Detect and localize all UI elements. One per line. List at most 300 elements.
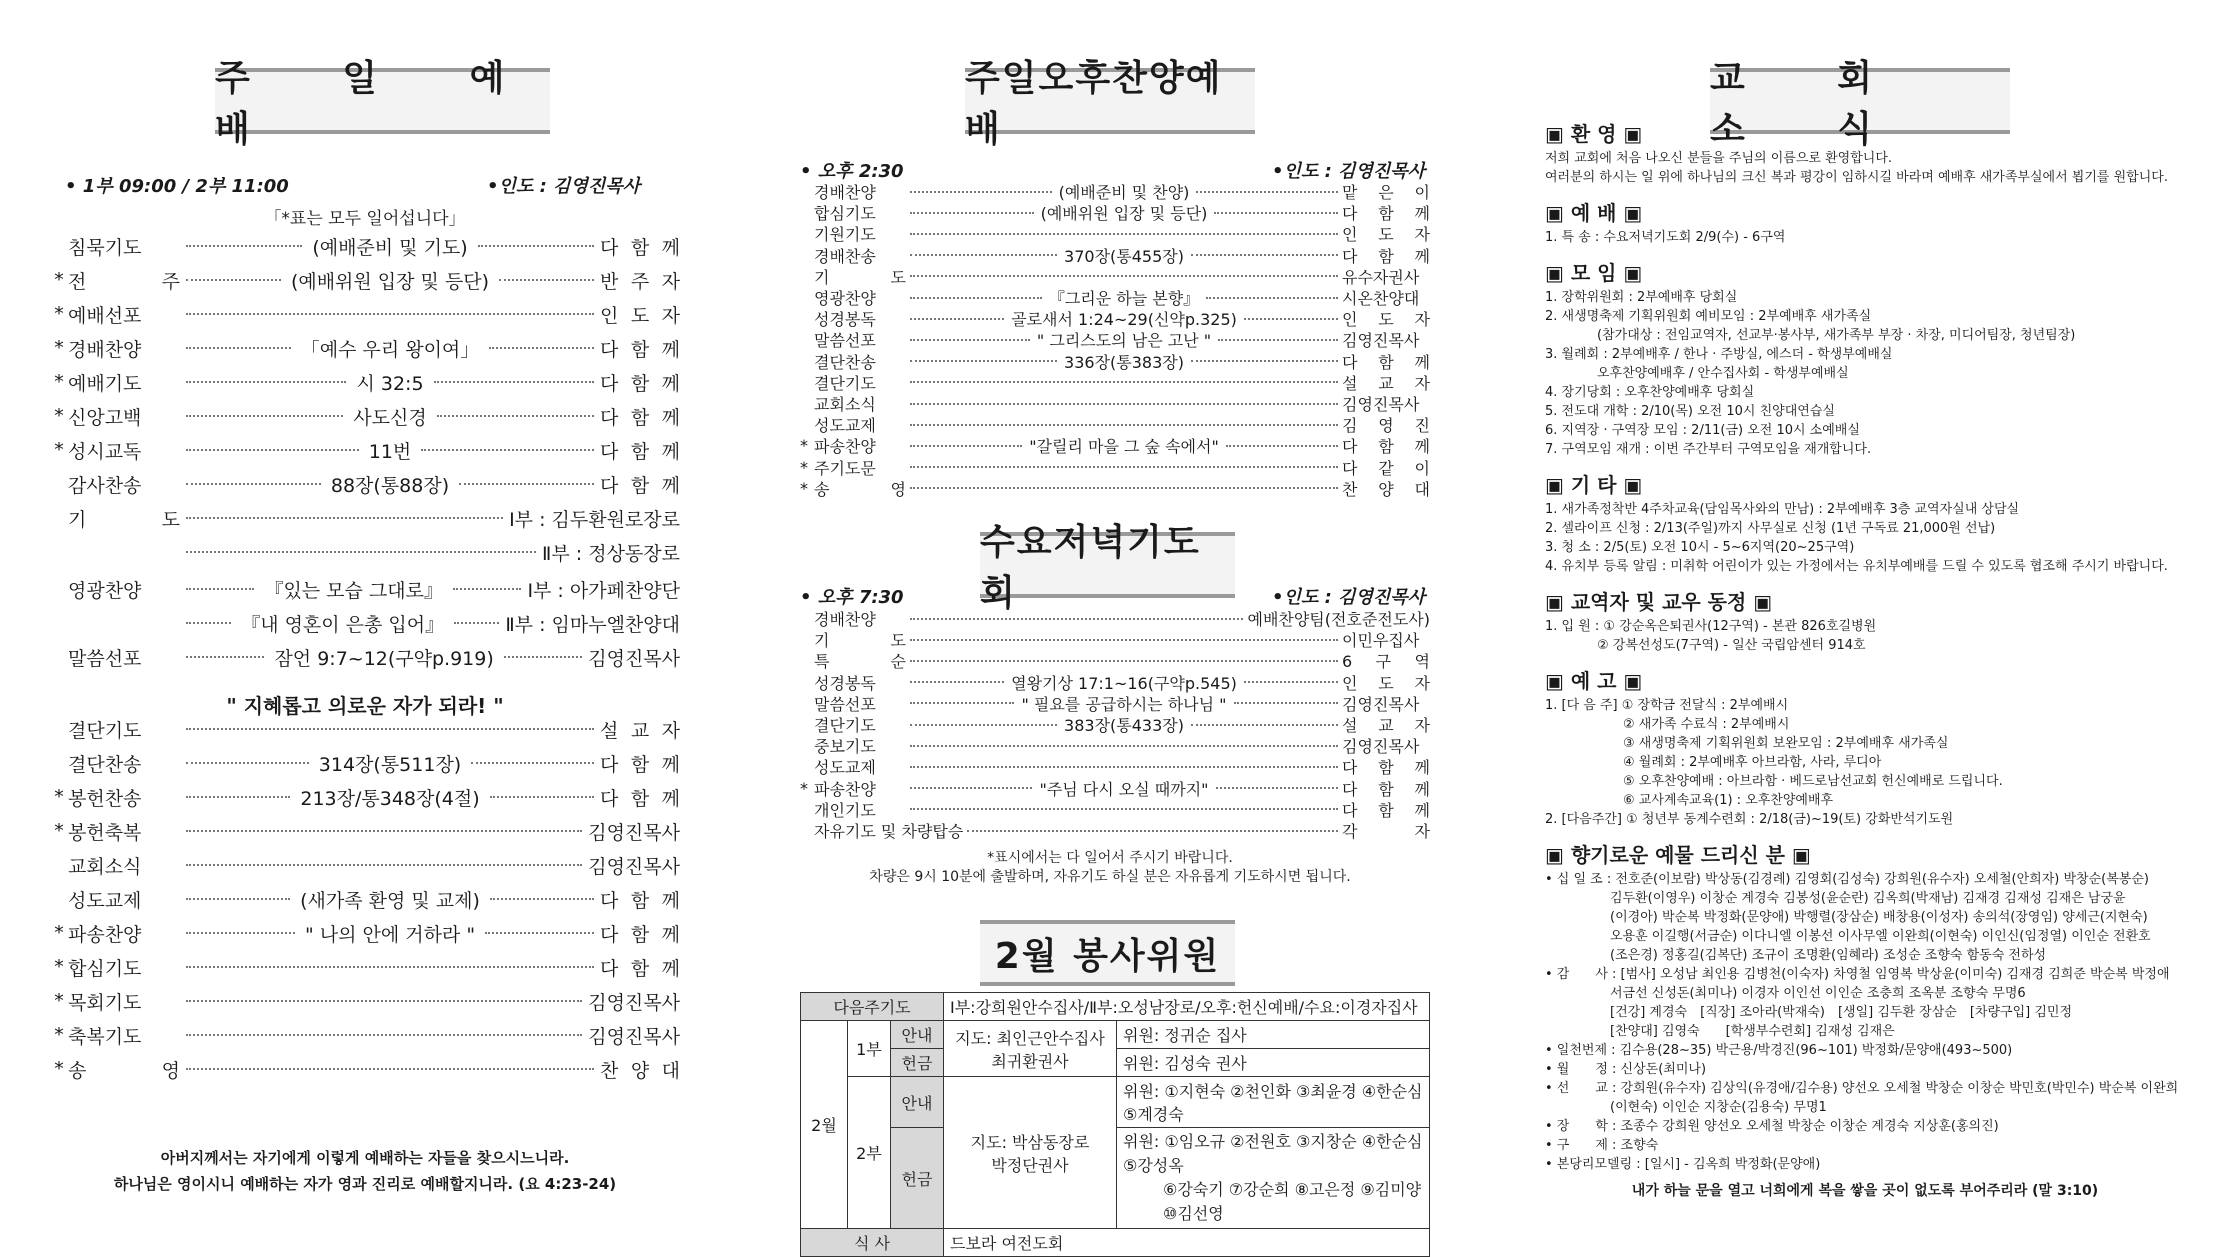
leader-dots xyxy=(910,745,1338,747)
item-label: 영광찬양 xyxy=(814,289,876,308)
item-detail: " 그리스도의 남은 고난 " xyxy=(1036,331,1212,351)
item-detail: 시 32:5 xyxy=(356,372,424,395)
section-others-line: 4. 유치부 등록 알림 : 미취학 어린이가 있는 가정에서는 유치부예배를 드릴 수 있도록 협조해 주시기 바랍니다. xyxy=(1545,559,2168,574)
news-footer-verse: 내가 하늘 문을 열고 너희에게 복을 쌓을 곳이 없도록 부어주리라 (말 3:10) xyxy=(1631,1183,2099,1199)
leader-dots xyxy=(453,588,521,590)
sunday-order-row xyxy=(50,987,680,1015)
sunday-order-row xyxy=(50,643,680,671)
item-person: 다 함 께 xyxy=(600,338,680,361)
section-offerings-line: (이경아) 박순복 박정화(문양애) 박행렬(장삼순) 배창용(이성자) 송의석(장영임) 양세근(지현숙) xyxy=(1545,910,2148,925)
section-welcome-line: 저희 교회에 처음 나오신 분들을 주님의 이름으로 환영합니다. xyxy=(1545,151,1893,166)
leader-dots xyxy=(454,622,499,624)
item-detail: 열왕기상 17:1~16(구약p.545) xyxy=(1011,673,1237,693)
star-marker: * xyxy=(54,1024,64,1046)
section-offerings-line: • 감 사 : [범사] 오성남 최인용 김병천(이숙자) 차영철 임영복 박상윤(이미숙) 김재경 김희준 박순복 박정애 xyxy=(1545,967,2170,982)
item-label: 경배찬양 xyxy=(68,338,142,361)
item-detail: 314장(통511장) xyxy=(318,753,462,776)
item-detail: 336장(통383장) xyxy=(1064,352,1184,372)
meal-team: 드보라 여전도회 xyxy=(944,1229,1430,1257)
item-label: 감사찬송 xyxy=(68,474,142,497)
sunday-order-row xyxy=(50,1055,680,1083)
item-label: 축복기도 xyxy=(68,1025,142,1048)
item-detail: 11번 xyxy=(368,440,412,463)
wednesday-order-row xyxy=(800,650,1430,671)
leader-dots xyxy=(186,898,290,900)
wednesday-order-row xyxy=(800,799,1430,820)
item-label: 기 도 xyxy=(814,267,906,287)
sunday-order-row xyxy=(50,575,680,603)
leader-dots xyxy=(910,618,1243,620)
item-detail: (예배준비 및 찬양) xyxy=(1058,183,1190,202)
section-offerings-line: (조은경) 정홍길(김복단) 조규이 조명환(임혜라) 조성순 조향숙 함동숙 전하성 xyxy=(1545,948,2047,963)
sunday-order-row xyxy=(50,953,680,981)
item-label: 기 도 xyxy=(68,508,180,531)
star-marker: * xyxy=(54,371,64,393)
star-marker: * xyxy=(800,778,808,798)
section-meetings-heading: ▣ 모 임 ▣ xyxy=(1545,261,1643,285)
sunday-order-row xyxy=(50,334,680,362)
leader-dots xyxy=(186,588,254,590)
item-person: 다 함 께 xyxy=(1342,246,1430,266)
star-marker: * xyxy=(54,269,64,291)
item-detail: 383장(통433장) xyxy=(1064,716,1184,735)
wednesday-prayer-title: 수요저녁기도회 xyxy=(980,532,1235,598)
leader-dots xyxy=(910,297,1042,299)
leader-dots xyxy=(478,245,594,247)
leader-dots xyxy=(186,656,264,658)
leader-dots xyxy=(1191,254,1338,256)
item-label: 주기도문 xyxy=(814,458,876,478)
leader-dots xyxy=(186,830,582,832)
leader-dots xyxy=(186,966,594,968)
leader-dots xyxy=(1244,318,1338,320)
item-label: 송 영 xyxy=(814,479,906,499)
afternoon-order-row xyxy=(800,414,1430,435)
section-worship-line: 1. 특 송 : 수요저녁기도회 2/9(수) - 6구역 xyxy=(1545,230,1786,245)
item-person: 다 함 께 xyxy=(1342,779,1430,799)
leader-dots xyxy=(910,275,1338,277)
afternoon-order-row xyxy=(800,181,1430,202)
sunday-order-row xyxy=(50,609,680,637)
item-detail: 88장(통88장) xyxy=(330,474,450,497)
item-detail: (예배준비 및 기도) xyxy=(312,236,468,259)
item-person: 인 도 자 xyxy=(600,304,680,327)
afternoon-order-row xyxy=(800,393,1430,414)
section-announcements-line: ② 새가족 수료식 : 2부예배시 xyxy=(1545,717,1790,732)
leader-dots xyxy=(186,864,582,866)
item-detail: " 필요를 공급하시는 하나님 " xyxy=(1021,694,1227,714)
leader-dots xyxy=(910,403,1338,405)
offering-members-2 xyxy=(1117,1128,1430,1229)
leader-dots xyxy=(910,233,1338,235)
section-offerings-line: 김두환(이영우) 이창순 계경숙 김봉성(윤순란) 김옥희(박재남) 김재경 김재성 김재은 남궁윤 xyxy=(1545,891,2126,906)
leader-dots xyxy=(186,932,295,934)
item-person: Ⅰ부 : 김두환원로장로 xyxy=(509,508,680,531)
wednesday-order-row xyxy=(800,693,1430,714)
section-offerings-line: • 일천번제 : 김수용(28~35) 박근용/박경진(96~101) 박정화/문양애(493~500) xyxy=(1545,1043,2013,1058)
afternoon-order-row xyxy=(800,245,1430,266)
sunday-order-row xyxy=(50,715,680,743)
sunday-order-row xyxy=(50,749,680,777)
item-person: 각 자 xyxy=(1342,822,1430,841)
item-person: 다 함 께 xyxy=(600,236,681,259)
item-person: 김영진목사 xyxy=(588,1025,680,1048)
section-meetings-line: (참가대상 : 전임교역자, 선교부·봉사부, 새가족부 부장 · 차장, 미디어팀장, 청년팀장) xyxy=(1545,328,2076,343)
afternoon-order-row xyxy=(800,202,1430,223)
item-person: 예배찬양팀(전호준전도사) xyxy=(1247,610,1430,629)
leader-dots xyxy=(186,449,359,451)
item-label: 기원기도 xyxy=(814,225,876,245)
item-label: 결단찬송 xyxy=(68,753,142,776)
leader-dots xyxy=(186,796,290,798)
service-2-cell: 2부 xyxy=(848,1077,891,1229)
leader-dots xyxy=(186,762,309,764)
sunday-order-row xyxy=(50,783,680,811)
item-label: 신앙고백 xyxy=(68,406,142,429)
item-detail: 370장(통455장) xyxy=(1064,246,1184,266)
church-news-title: 교 회 소 식 xyxy=(1710,68,2010,134)
worship-leader: •인도 : 김영진목사 xyxy=(487,176,640,197)
sunday-order-row xyxy=(50,436,680,464)
leader-2: 지도: 박삼동장로 박정단권사 xyxy=(944,1077,1117,1229)
leader-dots xyxy=(910,254,1057,256)
item-label: 결단기도 xyxy=(68,719,142,742)
section-offerings-line: 서금선 신성돈(최미나) 이경자 이인선 이인순 조충희 조옥분 조향숙 무명6 xyxy=(1545,986,2026,1001)
item-person: 설 교 자 xyxy=(1342,716,1430,735)
item-person: 반 주 자 xyxy=(600,270,681,293)
church-news-column xyxy=(1545,0,2185,1240)
item-detail: 213장/통348장(4절) xyxy=(300,787,480,810)
afternoon-leader: •인도 : 김영진목사 xyxy=(1272,161,1425,182)
leader-dots xyxy=(910,191,1052,193)
meal-label: 식 사 xyxy=(801,1229,944,1257)
item-person: Ⅱ부 : 정상동장로 xyxy=(542,542,680,565)
item-label: 성도교제 xyxy=(68,889,142,912)
afternoon-order-row xyxy=(800,351,1430,372)
leader-dots xyxy=(186,415,343,417)
leader-dots xyxy=(1214,212,1338,214)
star-marker: * xyxy=(54,922,64,944)
item-detail: "갈릴리 마을 그 숲 속에서" xyxy=(1029,437,1219,457)
afternoon-order-row xyxy=(800,435,1430,456)
item-person: 다 함 께 xyxy=(600,889,680,912)
item-label: 자유기도 및 차량탑승 xyxy=(814,822,964,841)
item-label: 파송찬양 xyxy=(68,923,142,946)
afternoon-order-row xyxy=(800,287,1430,308)
leader-dots xyxy=(910,724,1057,726)
item-label: 봉헌찬송 xyxy=(68,787,142,810)
section-announcements-line: ③ 새생명축제 기획위원회 보완모임 : 2부예배후 새가족실 xyxy=(1545,736,1949,751)
item-person: 다 같 이 xyxy=(1342,458,1430,478)
item-person: 맡 은 이 xyxy=(1342,183,1431,202)
item-person: 찬 양 대 xyxy=(600,1059,680,1082)
guide-label-2: 안내 xyxy=(891,1077,944,1128)
wednesday-time: • 오후 7:30 xyxy=(800,587,904,608)
leader-dots xyxy=(910,318,1004,320)
vehicle-note: 차량은 9시 10분에 출발하며, 자유기도 하실 분은 자유롭게 기도하시면 됩니다. xyxy=(869,869,1351,885)
item-person: 김 영 진 xyxy=(1342,416,1430,436)
item-label: 결단찬송 xyxy=(814,352,876,372)
section-meetings-line: 5. 전도대 개학 : 2/10(목) 오전 10시 친양대연습실 xyxy=(1545,404,1835,419)
worship-time: • 1부 09:00 / 2부 11:00 xyxy=(65,176,289,197)
sunday-order-row xyxy=(50,232,680,260)
leader-dots xyxy=(186,1000,582,1002)
leader-1: 지도: 최인근안수집사 최귀환권사 xyxy=(944,1021,1117,1077)
leader-dots xyxy=(186,517,503,519)
sunday-order-row xyxy=(50,266,680,294)
afternoon-order-row xyxy=(800,478,1430,499)
leader-dots xyxy=(910,681,1004,683)
next-week-prayer: Ⅰ부:강희원안수집사/Ⅱ부:오성남장로/오후:헌신예배/수요:이경자집사 xyxy=(944,993,1430,1021)
footer-verse-2: 하나님은 영이시니 예배하는 자가 영과 진리로 예배할지니라. (요 4:23-24) xyxy=(113,1175,617,1193)
item-person: 설 교 자 xyxy=(600,719,680,742)
item-person: 다 함 께 xyxy=(600,753,681,776)
leader-dots xyxy=(186,551,536,553)
star-marker: * xyxy=(54,303,64,325)
afternoon-order-row xyxy=(800,457,1430,478)
sunday-order-row xyxy=(50,470,680,498)
sunday-order-row xyxy=(50,368,680,396)
offering-label-2: 헌금 xyxy=(891,1128,944,1229)
leader-dots xyxy=(504,656,582,658)
section-meetings-line: 6. 지역장 · 구역장 모임 : 2/11(금) 오전 10시 소예배실 xyxy=(1545,423,1860,438)
item-detail: (새가족 환영 및 교제) xyxy=(300,889,480,912)
item-person: 다 함 께 xyxy=(1342,204,1431,224)
leader-dots xyxy=(434,381,594,383)
item-person: 김영진목사 xyxy=(588,647,681,670)
leader-dots xyxy=(186,313,594,315)
item-detail: (예배위원 입장 및 등단) xyxy=(290,270,490,293)
item-label: 말씀선포 xyxy=(814,331,876,351)
star-marker: * xyxy=(54,405,64,427)
leader-dots xyxy=(910,702,1014,704)
item-person: 김영진목사 xyxy=(1342,694,1420,714)
star-marker: * xyxy=(54,1058,64,1080)
star-marker: * xyxy=(54,956,64,978)
item-label: 특 순 xyxy=(814,652,906,672)
section-offerings-line: • 선 교 : 강희원(유수자) 김상익(유경애/김수용) 양선오 오세철 박창순 이창순 박민호(박민수) 박순복 이완희 xyxy=(1545,1081,2179,1096)
leader-dots xyxy=(1206,297,1338,299)
leader-dots xyxy=(910,808,1338,810)
wednesday-order-row xyxy=(800,778,1430,799)
sunday-worship-column xyxy=(40,0,690,1240)
star-marker: * xyxy=(54,786,64,808)
footer-verse-1: 아버지께서는 자기에게 이렇게 예배하는 자들을 찾으시느니라. xyxy=(160,1149,570,1167)
section-staff-news-line: 1. 입 원 : ① 강순옥은퇴권사(12구역) - 본관 826호길병원 xyxy=(1545,619,1877,634)
star-marker: * xyxy=(800,457,808,477)
leader-dots xyxy=(485,932,594,934)
sunday-order-row xyxy=(50,1021,680,1049)
leader-dots xyxy=(910,787,1032,789)
afternoon-worship-column xyxy=(790,0,1431,1253)
item-person: 다 함 께 xyxy=(600,923,680,946)
leader-dots xyxy=(1216,787,1338,789)
item-detail: 『있는 모습 그대로』 xyxy=(264,579,443,602)
item-person: 시온찬양대 xyxy=(1342,289,1420,308)
star-marker: * xyxy=(54,990,64,1012)
item-person: 인 도 자 xyxy=(1342,310,1431,330)
afternoon-worship-title: 주일오후찬양예배 xyxy=(965,68,1255,134)
item-label: 말씀선포 xyxy=(68,647,142,670)
star-marker: * xyxy=(800,478,808,498)
standing-note: 「*표는 모두 일어섭니다」 xyxy=(264,209,466,229)
guide-members-2: 위원: ①지현숙 ②천인화 ③최윤경 ④한순심 ⑤계경숙 xyxy=(1117,1077,1430,1128)
sunday-order-row xyxy=(50,300,680,328)
afternoon-order-row xyxy=(800,223,1430,244)
item-label: 말씀선포 xyxy=(814,694,876,714)
item-label: 송 영 xyxy=(68,1059,180,1082)
sunday-order-row xyxy=(50,919,680,947)
section-offerings-line: (이현숙) 이인순 지창순(김용숙) 무명1 xyxy=(1545,1100,1827,1115)
section-announcements-heading: ▣ 예 고 ▣ xyxy=(1545,669,1643,693)
item-label: 중보기도 xyxy=(814,737,876,757)
item-person: 다 함 께 xyxy=(600,957,680,980)
leader-dots xyxy=(186,1034,582,1036)
item-person: 인 도 자 xyxy=(1342,225,1430,245)
item-detail: 잠언 9:7~12(구약p.919) xyxy=(274,647,494,670)
item-detail: 『그리운 하늘 본향』 xyxy=(1048,289,1200,308)
section-others-line: 3. 청 소 : 2/5(토) 오전 10시 - 5~6지역(20~25구역) xyxy=(1545,540,1855,555)
item-label: 전 주 xyxy=(68,270,180,293)
leader-dots xyxy=(910,212,1034,214)
month-cell: 2월 xyxy=(801,1021,848,1229)
leader-dots xyxy=(967,830,1338,832)
sunday-order-row xyxy=(50,885,680,913)
item-person: Ⅱ부 : 임마누엘찬양대 xyxy=(505,613,680,636)
leader-dots xyxy=(489,347,594,349)
leader-dots xyxy=(186,347,291,349)
item-label: 영광찬양 xyxy=(68,579,142,602)
volunteers-title: 2월 봉사위원 xyxy=(980,920,1235,986)
section-meetings-line: 3. 월례회 : 2부예배후 / 한나 · 주방실, 에스더 - 학생부예배실 xyxy=(1545,347,1893,362)
guide-label-1: 안내 xyxy=(891,1021,944,1049)
item-label: 성도교제 xyxy=(814,416,876,436)
item-label: 결단기도 xyxy=(814,716,876,735)
item-person: 다 함 께 xyxy=(600,372,680,395)
item-person: 김영진목사 xyxy=(588,991,680,1014)
item-person: 찬 양 대 xyxy=(1342,479,1430,499)
leader-dots xyxy=(471,762,594,764)
leader-dots xyxy=(1218,339,1338,341)
section-offerings-line: • 장 학 : 조종수 강희원 양선오 오세철 박창순 이창순 계경숙 지상훈(홍의진) xyxy=(1545,1119,1999,1134)
section-announcements-line: ⑤ 오후찬양예배 : 아브라함 · 베드로남선교회 헌신예배로 드립니다. xyxy=(1545,774,2003,789)
item-label: 예배선포 xyxy=(68,304,142,327)
section-staff-news-heading: ▣ 교역자 및 교우 동정 ▣ xyxy=(1545,590,1773,614)
item-person: 다 함 께 xyxy=(1342,352,1430,372)
leader-dots xyxy=(910,466,1338,468)
wednesday-leader: •인도 : 김영진목사 xyxy=(1272,587,1425,608)
item-detail: 「예수 우리 왕이여」 xyxy=(300,338,480,361)
item-person: 6 구 역 xyxy=(1342,652,1430,672)
leader-dots xyxy=(186,381,346,383)
leader-dots xyxy=(910,424,1338,426)
item-label: 봉헌축복 xyxy=(68,821,142,844)
item-label: 합심기도 xyxy=(814,204,876,224)
section-meetings-line: 4. 장기당회 : 오후찬양예배후 당회실 xyxy=(1545,385,1755,400)
leader-dots xyxy=(421,449,594,451)
section-meetings-line: 1. 장학위원회 : 2부예배후 당회실 xyxy=(1545,290,1738,305)
item-label: 성도교제 xyxy=(814,758,876,778)
star-marker: * xyxy=(800,436,808,456)
leader-dots xyxy=(499,279,594,281)
sunday-order-row xyxy=(50,402,680,430)
section-meetings-line: 2. 새생명축제 기획위원회 예비모임 : 2부예배후 새가족실 xyxy=(1545,309,1872,324)
item-person: 김영진목사 xyxy=(1342,395,1420,414)
standing-note-2: *표시에서는 다 일어서 주시기 바랍니다. xyxy=(987,850,1233,866)
item-label: 성시교독 xyxy=(68,440,142,463)
item-person: 다 함 께 xyxy=(1342,437,1430,457)
sunday-order-row xyxy=(50,851,680,879)
item-label: 경배찬양 xyxy=(814,610,876,629)
item-person: 다 함 께 xyxy=(1342,800,1430,820)
wednesday-order-row xyxy=(800,629,1430,650)
offering-members-2a: 위원: ①임오규 ②전원호 ③지창순 ④한순심 ⑤강성옥 xyxy=(1123,1132,1423,1175)
item-person: 김영진목사 xyxy=(588,821,680,844)
leader-dots xyxy=(910,639,1338,641)
afternoon-order-row xyxy=(800,266,1430,287)
leader-dots xyxy=(1226,445,1338,447)
item-label: 성경봉독 xyxy=(814,310,876,330)
leader-dots xyxy=(910,381,1338,383)
leader-dots xyxy=(910,487,1338,489)
item-detail: 사도신경 xyxy=(353,406,427,429)
section-announcements-line: 2. [다음주간] ① 청년부 동계수련회 : 2/18(금)~19(토) 강화반석기도원 xyxy=(1545,812,1954,827)
item-person: 김영진목사 xyxy=(1342,737,1420,757)
leader-dots xyxy=(910,360,1057,362)
section-others-line: 1. 새가족정착반 4주차교육(담임목사와의 만남) : 2부예배후 3층 교역자실내 상담실 xyxy=(1545,502,2020,517)
item-person: 김영진목사 xyxy=(588,855,680,878)
section-welcome-line: 여러분의 하시는 일 위에 하나님의 크신 복과 평강이 임하시길 바라며 예배후 새가족부실에서 뵙기를 원합니다. xyxy=(1545,170,2168,185)
item-person: 김영진목사 xyxy=(1342,331,1420,351)
next-week-prayer-label: 다음주기도 xyxy=(801,993,944,1021)
leader-dots xyxy=(1191,724,1338,726)
leader-dots xyxy=(490,796,594,798)
leader-dots xyxy=(490,898,594,900)
item-detail: 골로새서 1:24~29(신약p.325) xyxy=(1011,310,1237,330)
item-label: 기 도 xyxy=(814,631,906,651)
leader-dots xyxy=(1244,681,1338,683)
sunday-order-row xyxy=(50,817,680,845)
volunteer-table xyxy=(800,992,1430,1257)
item-person: 다 함 께 xyxy=(600,787,681,810)
item-label: 예배기도 xyxy=(68,372,142,395)
leader-dots xyxy=(1196,191,1338,193)
item-label: 파송찬양 xyxy=(814,779,876,799)
section-meetings-line: 오후찬양예배후 / 안수집사회 - 학생부예배실 xyxy=(1545,366,1849,381)
wednesday-order-row xyxy=(800,608,1430,629)
wednesday-order-row xyxy=(800,672,1430,693)
item-detail: "주님 다시 오실 때까지" xyxy=(1039,779,1209,799)
section-announcements-line: ⑥ 교사계속교육(1) : 오후찬양예배후 xyxy=(1545,793,1834,808)
leader-dots xyxy=(910,766,1338,768)
item-label: 파송찬양 xyxy=(814,437,876,457)
item-detail: 『내 영혼이 은총 입어』 xyxy=(241,613,445,636)
item-label: 성경봉독 xyxy=(814,673,876,693)
section-offerings-heading: ▣ 향기로운 예물 드리신 분 ▣ xyxy=(1545,843,1811,867)
section-staff-news-line: ② 강복선성도(7구역) - 일산 국립암센터 914호 xyxy=(1545,638,1866,653)
item-label: 침묵기도 xyxy=(68,236,142,259)
item-person: 이민우집사 xyxy=(1342,631,1420,651)
leader-dots xyxy=(1191,360,1338,362)
wednesday-order-row xyxy=(800,820,1430,841)
section-others-heading: ▣ 기 타 ▣ xyxy=(1545,473,1643,497)
section-welcome-heading: ▣ 환 영 ▣ xyxy=(1545,122,1643,146)
sunday-order-row xyxy=(50,538,680,566)
section-offerings-line: 오용훈 이길행(서금순) 이다니엘 이봉선 이사무엘 이완희(이현숙) 이인신(임정열) 이인순 전환호 xyxy=(1545,929,2151,944)
leader-dots xyxy=(459,483,594,485)
star-marker: * xyxy=(54,820,64,842)
sunday-worship-title: 주 일 예 배 xyxy=(215,68,550,134)
